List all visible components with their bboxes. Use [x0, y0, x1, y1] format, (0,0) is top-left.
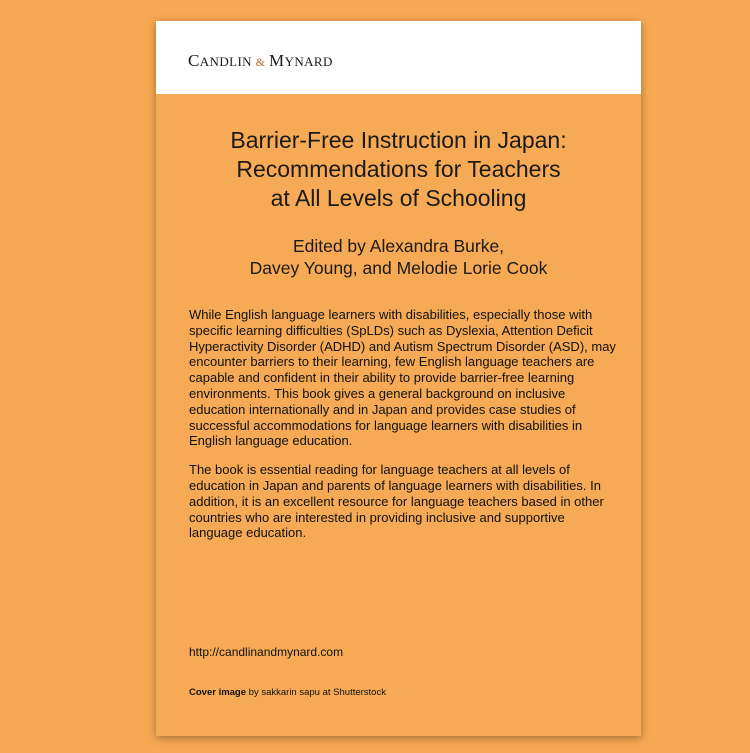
book-description	[189, 307, 619, 554]
editor-line: Edited by Alexandra Burke,	[292, 236, 505, 256]
publisher-ampersand: &	[255, 55, 266, 69]
cover-header-band	[156, 21, 641, 94]
description-paragraph: While English language learners with disabilities, especially those with specific learning difficulties (SpLDs) such as Dyslexia, Attention Deficit Hyperactivity Disorder (ADHD) and Autism Spectrum Disorder (ASD), may encounter barriers to their learning, few English language teachers are capable and confident in their ability to provide barrier-free learning environments. This book gives a general background on inclusive education internationally and in Japan and provides case studies of successful accommodations for language learners with disabilities in English language education.	[189, 307, 616, 449]
credit-label: Cover image	[189, 687, 247, 698]
publisher-logo	[188, 51, 333, 71]
publisher-name-part1: CANDLIN	[188, 51, 252, 70]
editor-line: Davey Young, and Melodie Lorie Cook	[249, 258, 548, 278]
description-paragraph: The book is essential reading for language teachers at all levels of education in Japan and parents of language learners with disabilities. In addition, it is an excellent resource for language teachers based in other countries who are interested in providing inclusive and supportive language education.	[189, 462, 604, 541]
publisher-name-part2: MYNARD	[269, 51, 333, 70]
book-back-cover	[156, 21, 641, 736]
credit-text: by sakkarin sapu at Shutterstock	[246, 687, 386, 698]
title-line: at All Levels of Schooling	[270, 185, 527, 211]
title-line: Recommendations for Teachers	[236, 156, 561, 182]
publisher-website: http://candlinandmynard.com	[189, 645, 344, 659]
editors	[176, 235, 621, 279]
cover-image-credit	[189, 687, 386, 698]
title-line: Barrier-Free Instruction in Japan:	[230, 127, 567, 153]
book-title	[176, 126, 621, 213]
